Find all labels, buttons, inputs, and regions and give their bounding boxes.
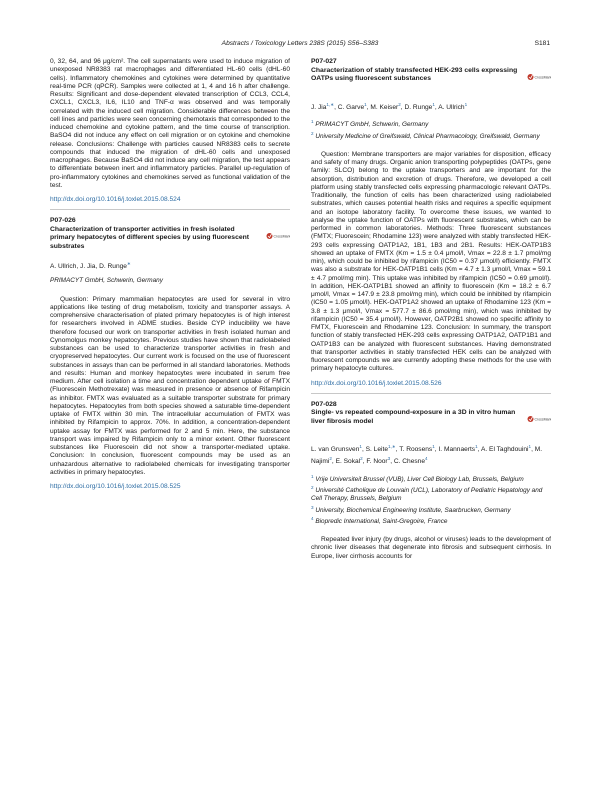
abstract-body: Repeated liver injury (by drugs, alcohol or viruses) leads to the development of chronic liver diseases that degenerate into fibrosis and subsequent cirrhosis. In Europe, liver cirrhosis accounts for	[311, 536, 551, 560]
author-name: A. El Taghdouini	[480, 446, 529, 454]
author-affiliation-marker: 1,∗	[326, 101, 335, 107]
affiliation-number: 4	[311, 515, 314, 521]
author-list: J. Jia$^{1,∗}$, C. Garve$^1$, M. Keiser$^2$, D. Runge$^1$, A. Ullrich$^1$	[311, 101, 468, 111]
right-column	[311, 58, 551, 561]
author-affiliation-marker: 1	[432, 444, 435, 450]
author-name: C. Garve	[337, 103, 365, 111]
author-name: F. Noor	[366, 458, 388, 466]
author-affiliation-marker: 4	[425, 456, 428, 462]
affiliation	[311, 515, 551, 526]
affiliation	[311, 130, 551, 141]
doi-link-524[interactable]: http://dx.doi.org/10.1016/j.toxlet.2015.08.524	[50, 196, 181, 203]
affiliation-number: 2	[311, 130, 314, 136]
crossmark-label: CrossMark	[534, 417, 551, 422]
abstract-id-p07-027: P07-027	[311, 58, 337, 65]
author-affiliation-marker: 1	[475, 444, 478, 450]
author-affiliation-marker: 1,∗	[388, 444, 396, 450]
author-name: C. Chesne	[393, 458, 426, 466]
continued-abstract-text: 0, 32, 64, and 96 μg/cm². The cell supernatants were used to induce migration of unexposed NR8383 rat macrophages and differentiated HL-60 cells (dHL-60 cells). Inflammatory chemokines and cytokines were determined by quantitative real-time PCR (qPCR). Samples were collected at 1, 4 and 16 h after challenge. Results: Significant and dose-dependent elevated transcription of CCL3, CCL4, CXCL1, CXCL3, IL6, IL10 and TNF-α was observed and was temporally correlated with the induced cell migration. Considerable differences between the cell lines and particles were seen concerning chemotaxis that corresponded to the induced chemokine and cytokine pattern, and the time course of transcription. BaSO4 did not induce any effect on cell migration or on cytokine and chemokine release. Conclusions: Challenge with particles caused NR8383 cells to secrete compounds that induced the migration of dHL-60 cells and unexposed macrophages. Because BaSO4 did not induce any cell migration, the test appears to differentiate between inert and inflammatory particles. Parallel up-regulation of pro-inflammatory cytokines and chemokines served as functional validation of the test.	[50, 58, 290, 189]
author-affiliation-marker: 3	[387, 456, 391, 462]
affiliation	[311, 504, 551, 515]
crossmark-icon[interactable]	[527, 71, 551, 83]
affiliation-list	[311, 118, 551, 141]
affiliation-text: University, Biochemical Engineering Institute, Saarbrucken, Germany	[315, 506, 511, 514]
author-affiliation-marker: 1	[528, 444, 532, 450]
affiliation-text: University Medicine of Greifswald, Clinical Pharmacology, Greifswald, Germany	[315, 132, 540, 140]
crossmark-icon[interactable]	[266, 230, 290, 242]
page-number: S181	[534, 40, 550, 47]
author-affiliation-marker: 1	[464, 101, 468, 107]
abstract-title-row	[311, 409, 551, 435]
crossmark-label: CrossMark	[534, 75, 551, 79]
author-name: I. Mannaerts	[438, 446, 476, 454]
author-affiliation-marker: 1	[364, 101, 367, 107]
affiliation	[311, 484, 551, 504]
author-affiliation-marker: 2	[329, 456, 332, 462]
affiliation-list	[311, 473, 551, 527]
author-name: M. Keiser	[370, 103, 399, 111]
affiliation: PRIMACYT GmbH, Schwerin, Germany	[50, 277, 163, 285]
author-name: L. van Grunsven	[311, 446, 360, 454]
affiliation-text: Biopredic International, Saint-Gregoire, France	[315, 518, 448, 526]
author-list: A. Ullrich, J. Jia, D. Runge∗	[50, 260, 131, 270]
author-list: L. van Grunsven$^1$, S. Leite$^{1,∗}$, T. Roosens$^1$, I. Mannaerts$^1$, A. El Taghdouini$^1$, M. Najimi$^2$, E. Sokal$^2$, F. Noor$^3$, C. Chesne$^4$	[311, 444, 543, 466]
abstract-body: Question: Membrane transporters are major variables for disposition, efficacy and safety of many drugs. Organic anion transporting polypeptides (OATPs, gene family: SLCO) belong to the uptake transporters and are important for the absorption, distribution and excretion of drugs. Therefore, we developed a cell platform using stably transfected cells expressing pharmacologic relevant OATPs. Traditionally, the function of cells has been characterized using radiolabeled substrates, which causes potential health risks and requires a specific equipment and an isotope laboratory facility. To overcome these issues, we wanted to analyse the uptake function of OATPs with fluorescent substrates, which can be performed in common laboratories. Methods: Three fluorescent substances (FMTX; Fluorescein; Rhodamine 123) were analyzed with stably transfected HEK-293 cells expressing OATP1A2, 1B1, 1B3 and 2B1. Results: HEK-OATP1B3 showed an uptake of FMTX (Km = 1.5 ± 0.4 μmol/l, Vmax = 22.8 ± 1.7 pmol/mg min), which could be inhibited by rifampicin (IC50 = 0.37 μmol/l) efficiently. FMTX was also a substrate for HEK-OATP1B1 cells (Km = 4.7 ± 1.3 μmol/l, Vmax = 59.1 ± 4.7 pmol/mg min). This uptake was inhibited by rifampicin (IC50 = 0.69 μmol/l). In addition, HEK-OATP1B1 showed an affinity to fluorescein (Km = 18.2 ± 6.7 μmol/l, Vmax = 147.9 ± 23.8 pmol/mg min), which could be inhibited by rifampicin (IC50 = 1.05 μmol/l). HEK-OATP1A2 showed an uptake of Rhodamine 123 (Km = 3.8 ± 1.3 μmol/l, Vmax = 577.7 ± 86.6 pmol/mg min), which was inhibited by rifampicin (IC50 = 35.4 μmol/l). However, OATP2B1 showed no specific affinity to FMTX, Fluorescein and Rhodamine 123. Conclusion: In summary, the transport function of stably transfected HEK-293 cells expressing OATP1A2, OATP1B1 and OATP1B3 can be analyzed with fluorescent substances. Having demonstrated that transporter activities in stably transfected HEK cells can be analyzed with fluorescent compounds we are currently adopting these methods for the use with primary hepatocyte cultures.	[311, 150, 551, 373]
author-affiliation-marker: 1	[432, 101, 435, 107]
affiliation-number: 3	[311, 504, 314, 510]
author-name: A. Ullrich	[438, 103, 465, 111]
crossmark-icon[interactable]	[527, 413, 551, 425]
author-affiliation-marker: 2	[398, 101, 401, 107]
author-affiliation-marker: 1	[359, 444, 362, 450]
running-header	[50, 40, 550, 54]
doi-link-526[interactable]: http://dx.doi.org/10.1016/j.toxlet.2015.08.526	[311, 379, 442, 387]
author-name: M. Najimi	[311, 446, 543, 466]
section-divider	[50, 209, 290, 210]
journal-citation: Abstracts / Toxicology Letters 238S (2015) S56–S383	[221, 40, 379, 47]
section-divider	[311, 393, 551, 394]
author-name: J. Jia	[311, 103, 327, 111]
affiliation-text: Vrije Universiteit Brussel (VUB), Liver Cell Biology Lab, Brussels, Belgium	[315, 475, 524, 483]
crossmark-label: CrossMark	[273, 234, 290, 239]
author-name: D. Runge	[404, 103, 433, 111]
affiliation-text: Université Catholique de Louvain (UCL), Laboratory of Pediatric Hepatology and Cell Therapy, Brussels, Belgium	[311, 487, 543, 503]
author-name: E. Sokal	[335, 458, 361, 466]
affiliation-text: PRIMACYT GmbH, Schwerin, Germany	[315, 121, 429, 129]
abstract-body: Question: Primary mammalian hepatocytes are used for several in vitro applications like testing of drug metabolism, toxicity and transporter assays. A comprehensive characterisation of plated primary hepatocytes is of high interest for researchers involved in ADME studies. Beside CYP inducibility we have therefore focused our work on transporter activities in fresh isolated human and Cynomolgus monkey hepatocytes. Previous studies have shown that radiolabeled substances can be used to characterize transporter activities in fresh and cryopreserved hepatocytes. Our current work is focused on the use of fluorescent substances in assays than can be performed in all standard laboratories. Methods and results: Human and monkey hepatocytes were incubated in serum free medium. After cell isolation a time and concentration dependent uptake of FMTX (Fluorescein Methotrexate) was measured in presence or absence of Rifampicin as inhibitor. FMTX was evaluated as a suitable transporter substrate for primary hepatocytes. Hepatocytes from both species showed a saturable time-dependent uptake of FMTX within 30 min. The intracellular accumulation of FMTX was inhibited by Rifampicin to approx. 70%. In addition, a concentration-dependent uptake assay for FMTX was performed for 2 and 5 min. Here, the substance transport was impaired by Rifampicin only to a minor extent. Other fluorescent substances like Fluorescein did not show a transporter-mediated uptake. Conclusion: In conclusion, fluorescent compounds may be used as an unhazardous alternative to radiolabeled chemicals for investigating transporter activities in primary hepatocytes.	[50, 295, 290, 476]
abstract-id-p07-026: P07-026	[50, 217, 76, 225]
left-column	[50, 58, 290, 491]
affiliation	[311, 118, 551, 129]
abstract-title: Characterization of transporter activities in fresh isolated primary hepatocytes of different species by using fluorescent substrates	[50, 225, 250, 250]
abstract-title-row	[50, 226, 290, 252]
abstract-title-row	[311, 67, 551, 93]
affiliation-number: 1	[311, 473, 314, 479]
author-name: T. Roosens	[399, 446, 433, 454]
author-name: S. Leite	[365, 446, 388, 454]
affiliation-number: 1	[311, 119, 314, 125]
abstract-id-p07-028: P07-028	[311, 400, 337, 408]
affiliation-number: 2	[311, 485, 314, 491]
affiliation	[311, 473, 551, 484]
author-affiliation-marker: 2	[360, 456, 363, 462]
abstract-title: Single- vs repeated compound-exposure in a 3D in vitro human liver fibrosis model	[311, 409, 516, 425]
doi-link-525[interactable]: http://dx.doi.org/10.1016/j.toxlet.2015.08.525	[50, 483, 181, 491]
abstract-title: Characterization of stably transfected HEK-293 cells expressing OATPs using fluorescent substances	[311, 66, 518, 82]
